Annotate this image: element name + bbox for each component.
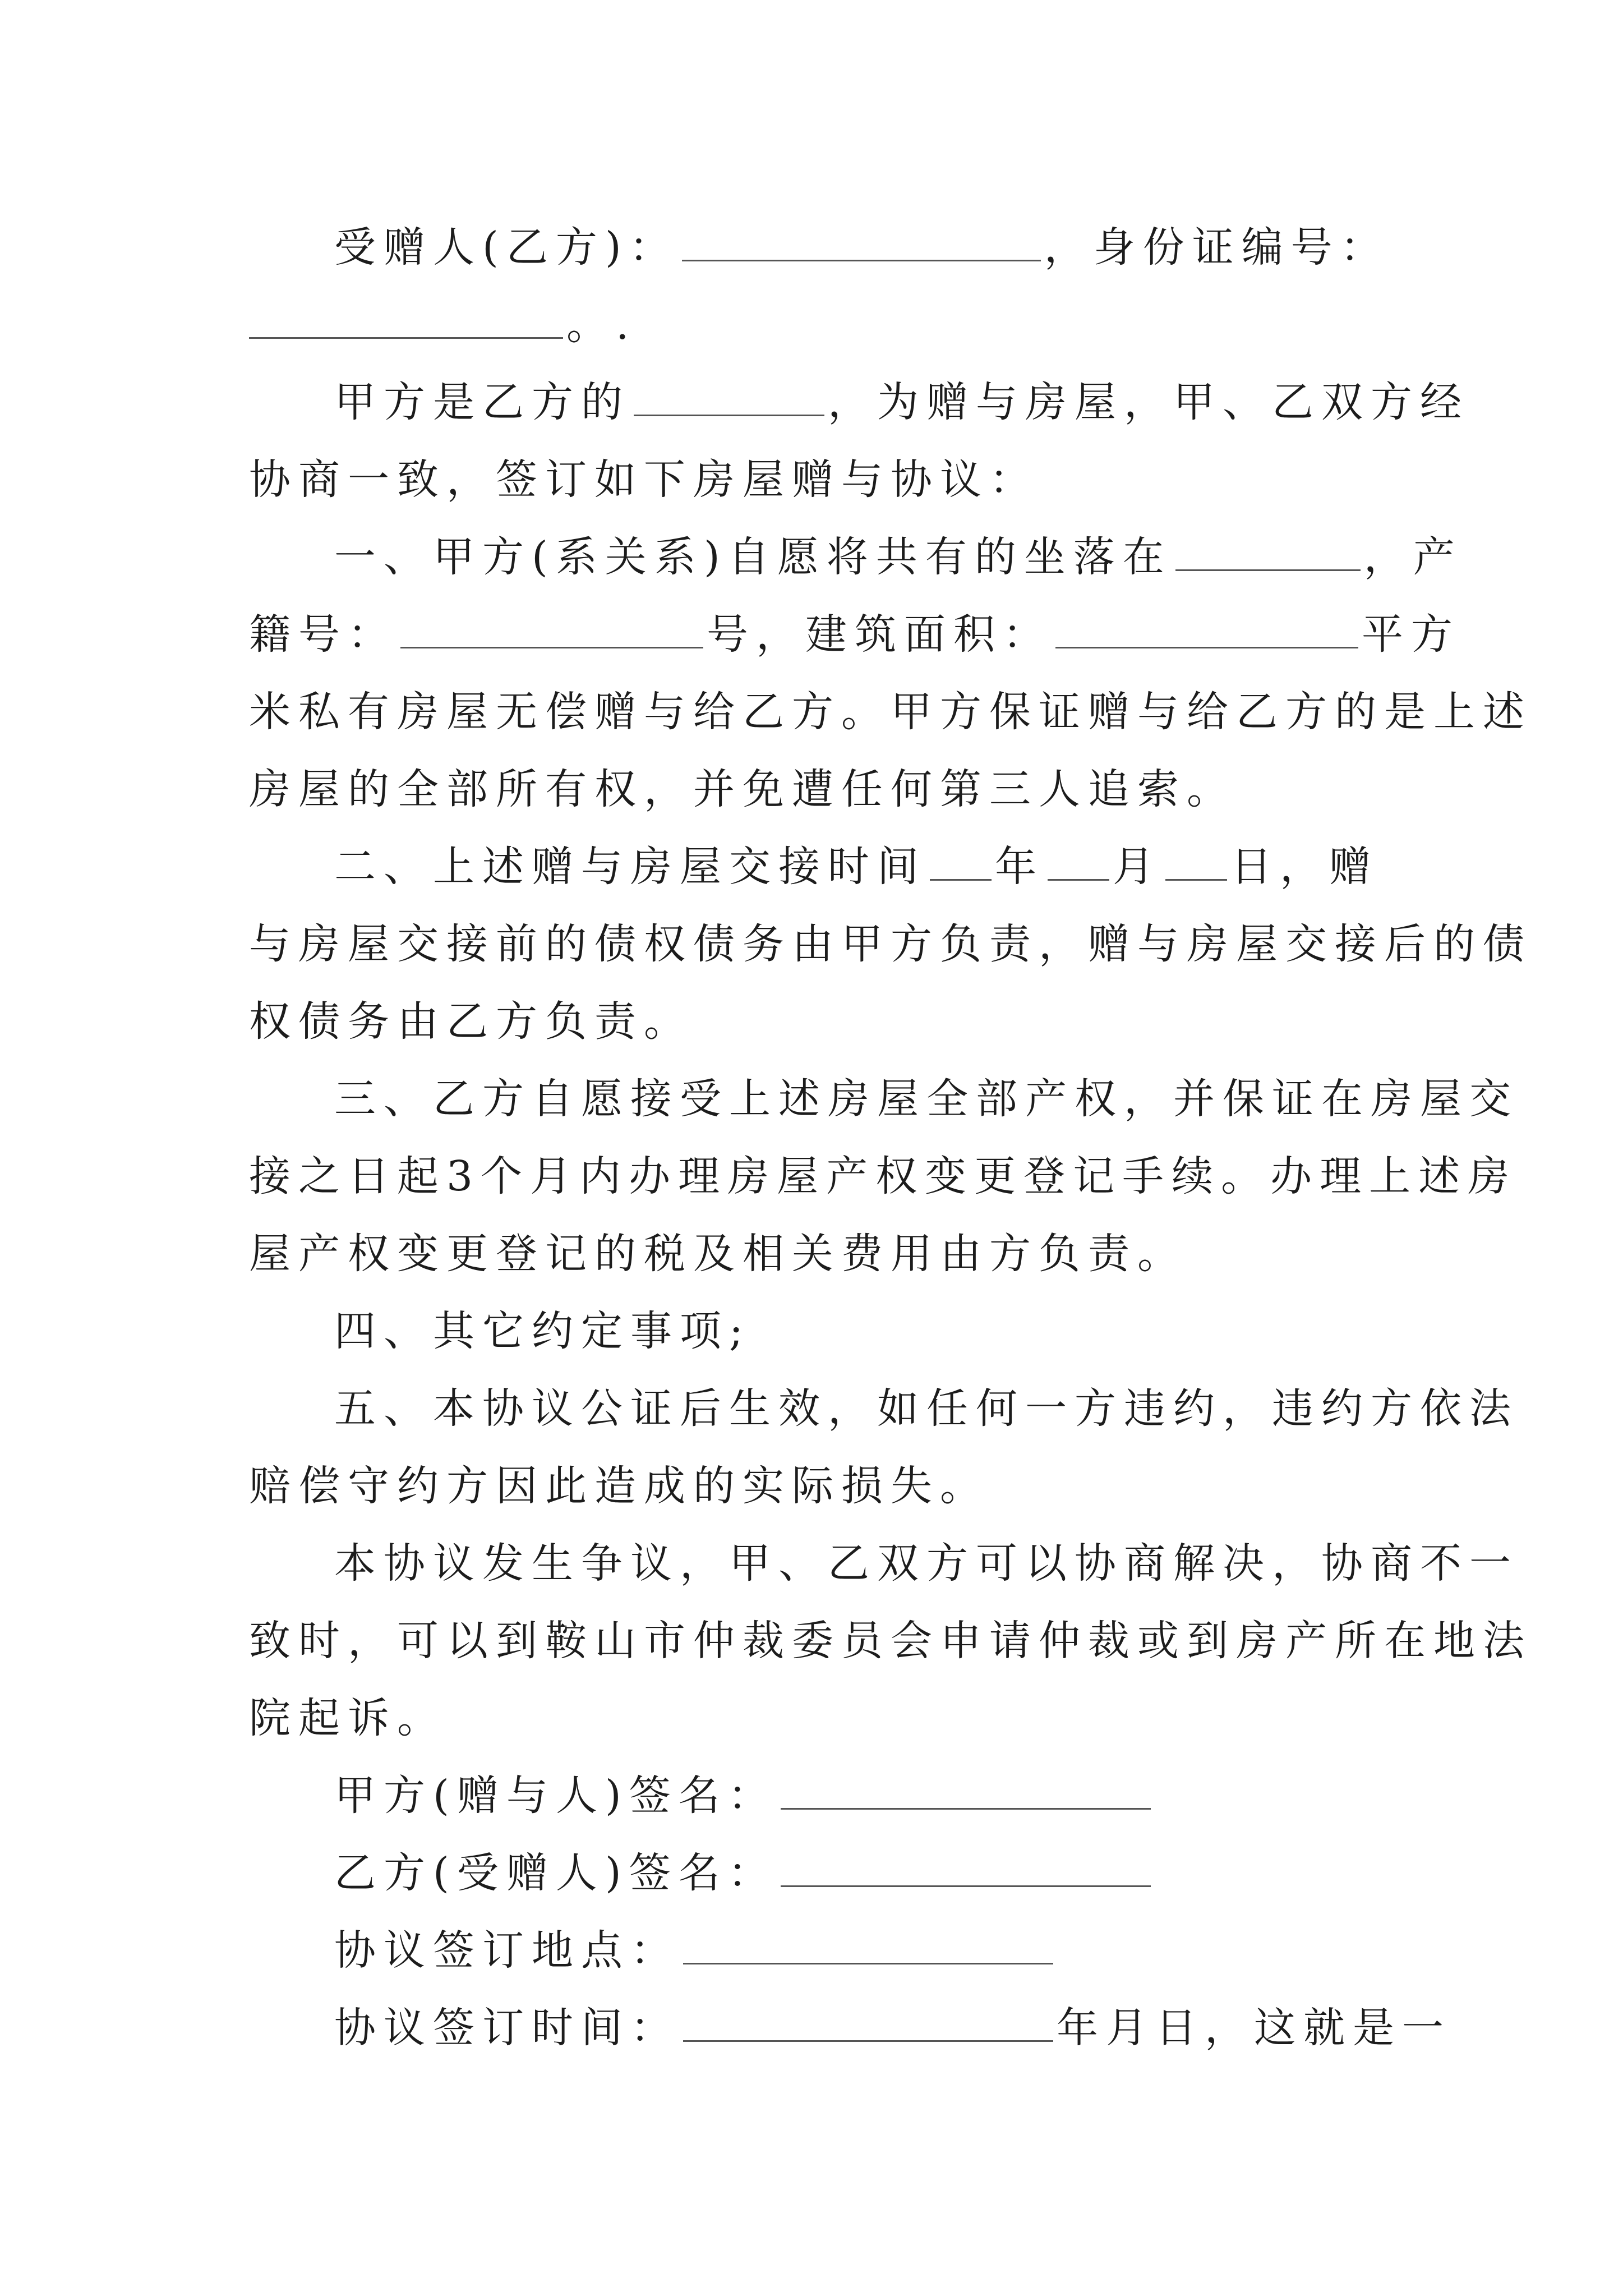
signing-time-blank xyxy=(683,2007,1053,2042)
clause-one xyxy=(249,518,1532,828)
month-blank xyxy=(1048,845,1109,881)
id-number-label: ，身份证编号： xyxy=(1044,223,1390,272)
clause-five xyxy=(249,1370,1519,1525)
clause-one-text-f: 米私有房屋无偿赠与给乙方。甲方保证赠与给乙方的是上述 xyxy=(249,688,1532,736)
signing-place-blank xyxy=(683,1929,1053,1964)
clause-three xyxy=(249,1060,1519,1292)
dispute-paragraph xyxy=(249,1525,1532,1757)
dispute-text-c: 院起诉。 xyxy=(249,1694,446,1742)
signing-place xyxy=(249,1912,1393,1989)
clause-five-text-a: 五、本协议公证后生效，如任何一方违约，违约方依法 xyxy=(334,1384,1519,1433)
clause-two xyxy=(249,828,1532,1060)
paragraph-relation xyxy=(249,364,1469,518)
property-number-blank xyxy=(400,613,703,648)
month-label: 月 xyxy=(1113,843,1162,891)
clause-four-text: 四、其它约定事项; xyxy=(334,1307,751,1355)
recipient-label: 受赠人(乙方)： xyxy=(334,223,679,272)
clause-three-text-a: 三、乙方自愿接受上述房屋全部产权，并保证在房屋交 xyxy=(334,1075,1519,1123)
clause-one-text-c: 籍号： xyxy=(249,610,397,659)
clause-two-text-b: 与房屋交接前的债权债务由甲方负责，赠与房屋交接后的债 xyxy=(249,920,1532,968)
clause-one-text-b: ，产 xyxy=(1363,533,1463,581)
signing-place-label: 协议签订地点： xyxy=(334,1926,680,1975)
recipient-line-end: 。. xyxy=(566,301,637,349)
clause-two-text-c: 权债务由乙方负责。 xyxy=(249,997,693,1046)
day-label: 日，赠 xyxy=(1230,843,1378,891)
clause-four xyxy=(249,1292,1393,1370)
clause-five-text-b: 赔偿守约方因此造成的实际损失。 xyxy=(249,1462,989,1510)
clause-two-text-a: 二、上述赠与房屋交接时间 xyxy=(334,843,926,891)
year-blank xyxy=(930,845,992,881)
year-label: 年 xyxy=(995,843,1044,891)
clause-one-text-g: 房屋的全部所有权，并免遭任何第三人追索。 xyxy=(249,765,1236,813)
recipient-name-blank xyxy=(682,226,1041,261)
recipient-line xyxy=(249,209,1393,364)
clause-one-text-a: 一、甲方(系关系)自愿将共有的坐落在 xyxy=(334,533,1172,581)
donor-signature-label: 甲方(赠与人)签名： xyxy=(334,1772,777,1820)
signing-time xyxy=(249,1989,1451,2067)
dispute-text-a: 本协议发生争议，甲、乙双方可以协商解决，协商不一 xyxy=(334,1539,1519,1588)
clause-three-text-b: 接之日起3个月内办理房屋产权变更登记手续。办理上述房 xyxy=(249,1152,1518,1200)
signing-time-label: 协议签订时间： xyxy=(334,2004,680,2052)
signature-recipient xyxy=(249,1834,1393,1912)
area-blank xyxy=(1055,613,1358,648)
clause-one-text-e: 平方 xyxy=(1362,610,1460,659)
day-blank xyxy=(1165,845,1227,881)
signing-time-end: 年月日，这就是一 xyxy=(1057,2004,1451,2052)
dispute-text-b: 致时，可以到鞍山市仲裁委员会申请仲裁或到房产所在地法 xyxy=(249,1617,1532,1665)
location-blank xyxy=(1175,536,1361,571)
recipient-signature-label: 乙方(受赠人)签名： xyxy=(334,1849,777,1897)
document-body xyxy=(249,209,1532,2067)
id-number-blank xyxy=(249,303,563,339)
clause-three-text-c: 屋产权变更登记的税及相关费用由方负责。 xyxy=(249,1230,1187,1278)
clause-one-text-d: 号，建筑面积： xyxy=(707,610,1052,659)
relation-text-c: 协商一致，签订如下房屋赠与协议： xyxy=(249,455,1039,504)
donor-signature-blank xyxy=(781,1774,1151,1810)
relation-blank xyxy=(634,381,824,416)
relation-text-b: ，为赠与房屋，甲、乙双方经 xyxy=(828,378,1469,426)
signature-donor xyxy=(249,1757,1393,1834)
relation-text-a: 甲方是乙方的 xyxy=(334,378,630,426)
recipient-signature-blank xyxy=(781,1852,1151,1887)
